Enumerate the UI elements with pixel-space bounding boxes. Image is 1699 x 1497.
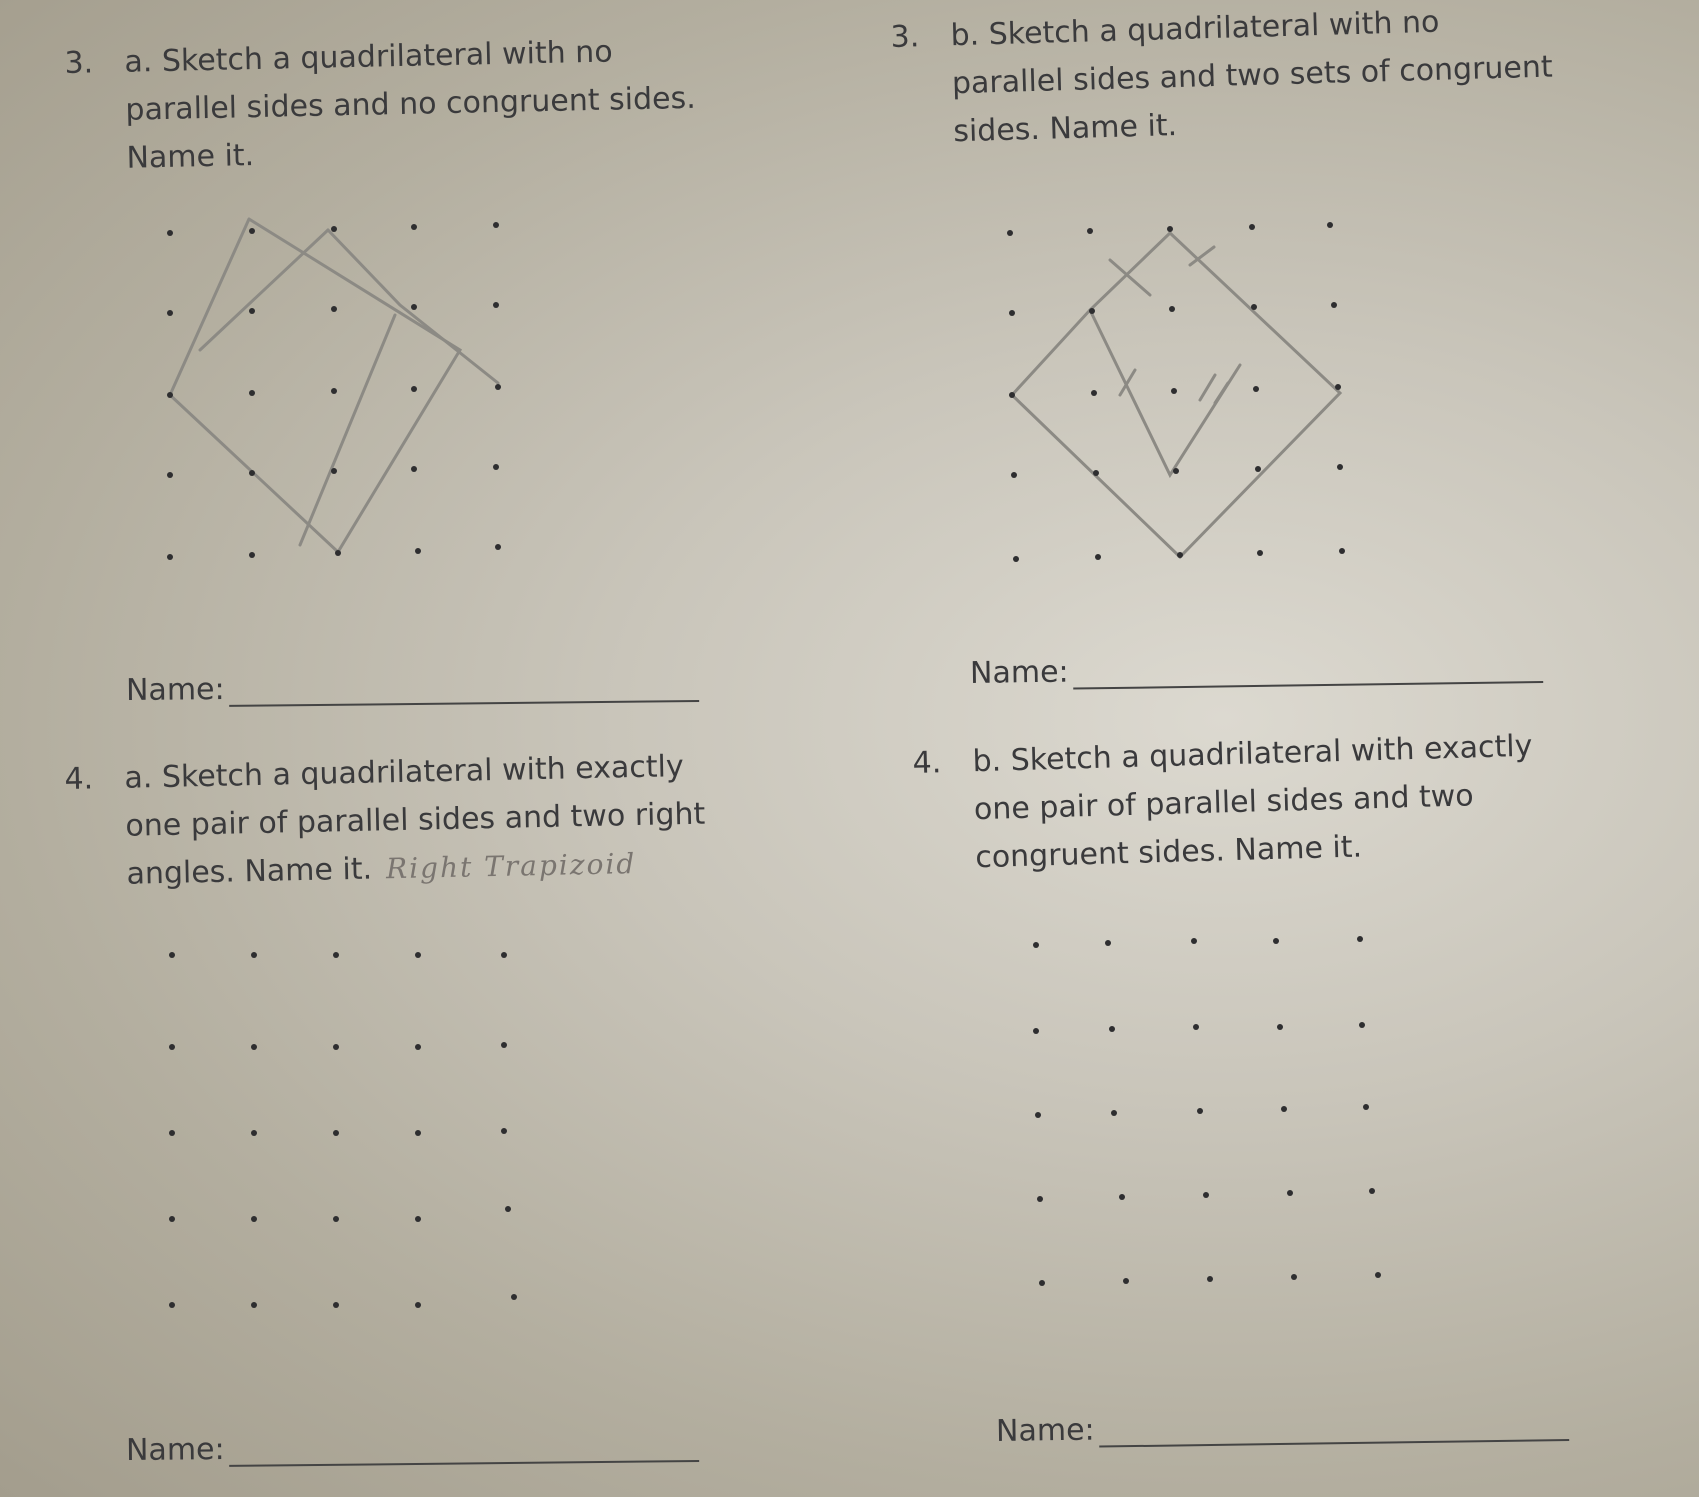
problem-number: 4.	[64, 761, 94, 797]
prompt-line: congruent sides. Name it.	[974, 829, 1363, 876]
problem-prompt	[950, 0, 1574, 156]
prompt-line: parallel sides and two sets of congruent	[951, 49, 1554, 102]
name-label: Name:	[125, 671, 225, 708]
prompt-line: b. Sketch a quadrilateral with no	[950, 4, 1440, 54]
problem-number: 3.	[890, 19, 920, 55]
prompt-text: angles. Name it.	[126, 851, 373, 892]
dot-grid-4a[interactable]	[140, 935, 560, 1315]
prompt-line: parallel sides and no congruent sides.	[125, 80, 697, 128]
prompt-line: sides. Name it.	[952, 108, 1178, 150]
answer-line[interactable]	[1098, 1409, 1568, 1448]
dot-grid-3a[interactable]	[140, 205, 560, 585]
grid-dots	[1033, 936, 1381, 1286]
handwritten-answer: Right Trapizoid	[385, 847, 637, 886]
name-field-3b[interactable]	[970, 648, 1543, 691]
pencil-sketch-3a	[170, 219, 498, 552]
prompt-line: a. Sketch a quadrilateral with exactly	[124, 749, 684, 796]
name-field-3a[interactable]	[126, 667, 699, 708]
pencil-sketch-3b	[1012, 233, 1340, 557]
problem-prompt	[124, 26, 747, 183]
grid-dots	[169, 952, 517, 1308]
prompt-line: a. Sketch a quadrilateral with no	[124, 34, 613, 80]
problem-prompt	[972, 721, 1596, 882]
name-field-4b[interactable]	[996, 1406, 1569, 1449]
dot-grid-4b[interactable]	[1010, 925, 1410, 1305]
name-field-4a[interactable]	[126, 1427, 699, 1468]
dot-grid-3b[interactable]	[990, 205, 1390, 585]
prompt-line: Name it.	[126, 138, 255, 176]
problem-prompt	[124, 742, 747, 899]
answer-line[interactable]	[1072, 651, 1542, 690]
prompt-line: b. Sketch a quadrilateral with exactly	[972, 728, 1533, 780]
problem-number: 4.	[912, 745, 942, 781]
grid-dots	[1007, 222, 1345, 562]
prompt-line: one pair of parallel sides and two right	[125, 796, 706, 844]
name-label: Name:	[969, 654, 1069, 691]
answer-line[interactable]	[228, 1430, 698, 1467]
prompt-line: one pair of parallel sides and two	[973, 778, 1475, 828]
name-label: Name:	[995, 1412, 1095, 1449]
answer-line[interactable]	[228, 670, 698, 707]
name-label: Name:	[125, 1431, 225, 1468]
problem-number: 3.	[64, 45, 94, 81]
